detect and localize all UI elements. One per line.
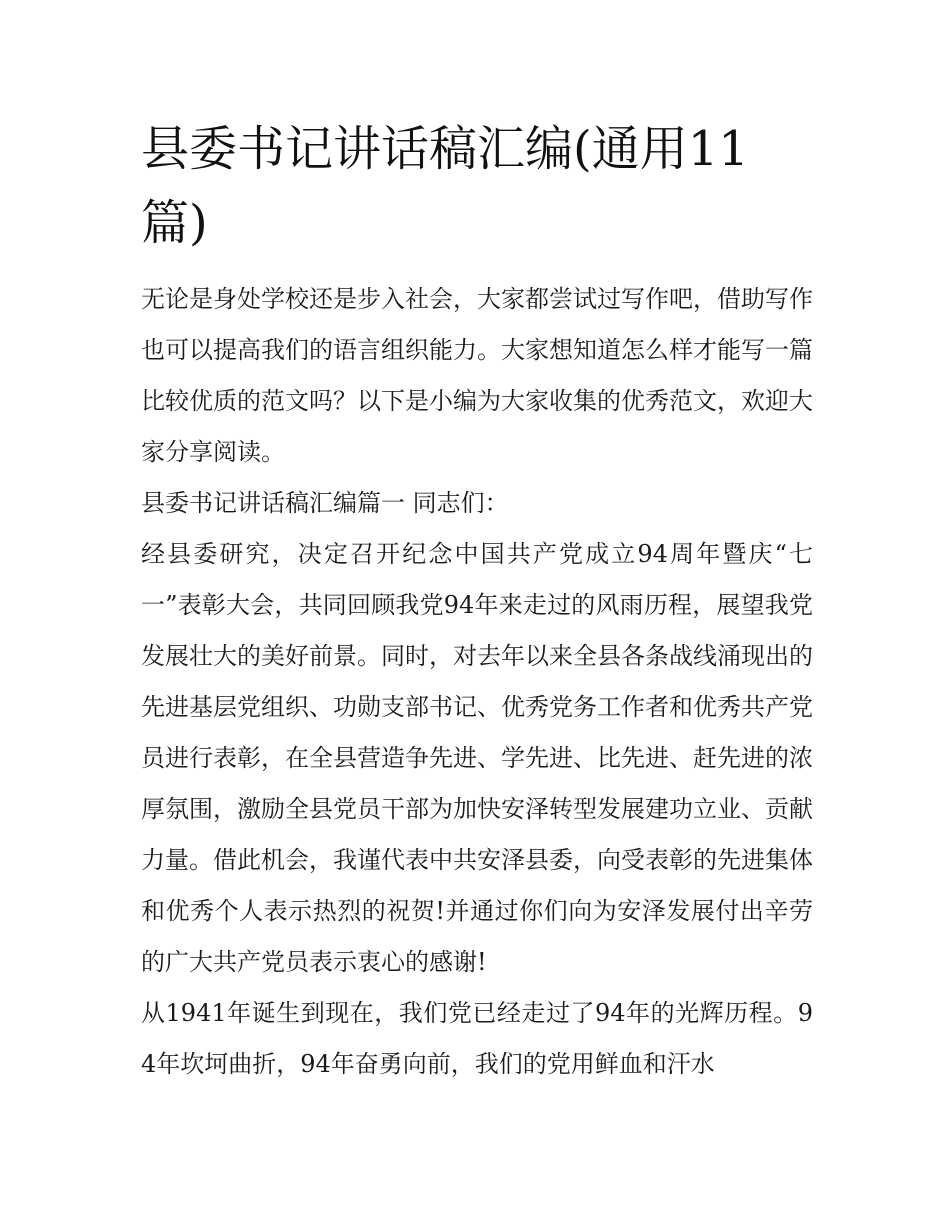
document-title: 县委书记讲话稿汇编(通用11篇) [141,121,749,251]
body-paragraph: 经县委研究，决定召开纪念中国共产党成立94周年暨庆“七一”表彰大会，共同回顾我党94年来走过的风雨历程，展望我党发展壮大的美好前景。同时，对去年以来全县各条战线涌现出的先进基层党组织、功勋支部书记、优秀党务工作者和优秀共产党员进行表彰，在全县营造争先进、学先进、比先进、赶先进的浓厚氛围，激励全县党员干部为加快安泽转型发展建功立业、贡献力量。借此机会，我谨代表中共安泽县委，向受表彰的先进集体和优秀个人表示热烈的祝贺!并通过你们向为安泽发展付出辛劳的广大共产党员表示衷心的感谢! [141,540,813,976]
document-body [141,112,813,1090]
section-heading-paragraph: 县委书记讲话稿汇编篇一 同志们： [141,489,509,517]
body-paragraph: 从1941年诞生到现在，我们党已经走过了94年的光辉历程。94年坎坷曲折，94年奋勇向前，我们的党用鲜血和汗水 [141,999,813,1078]
intro-paragraph: 无论是身处学校还是步入社会，大家都尝试过写作吧，借助写作也可以提高我们的语言组织能力。大家想知道怎么样才能写一篇比较优质的范文吗？以下是小编为大家收集的优秀范文，欢迎大家分享阅读。 [141,285,813,466]
